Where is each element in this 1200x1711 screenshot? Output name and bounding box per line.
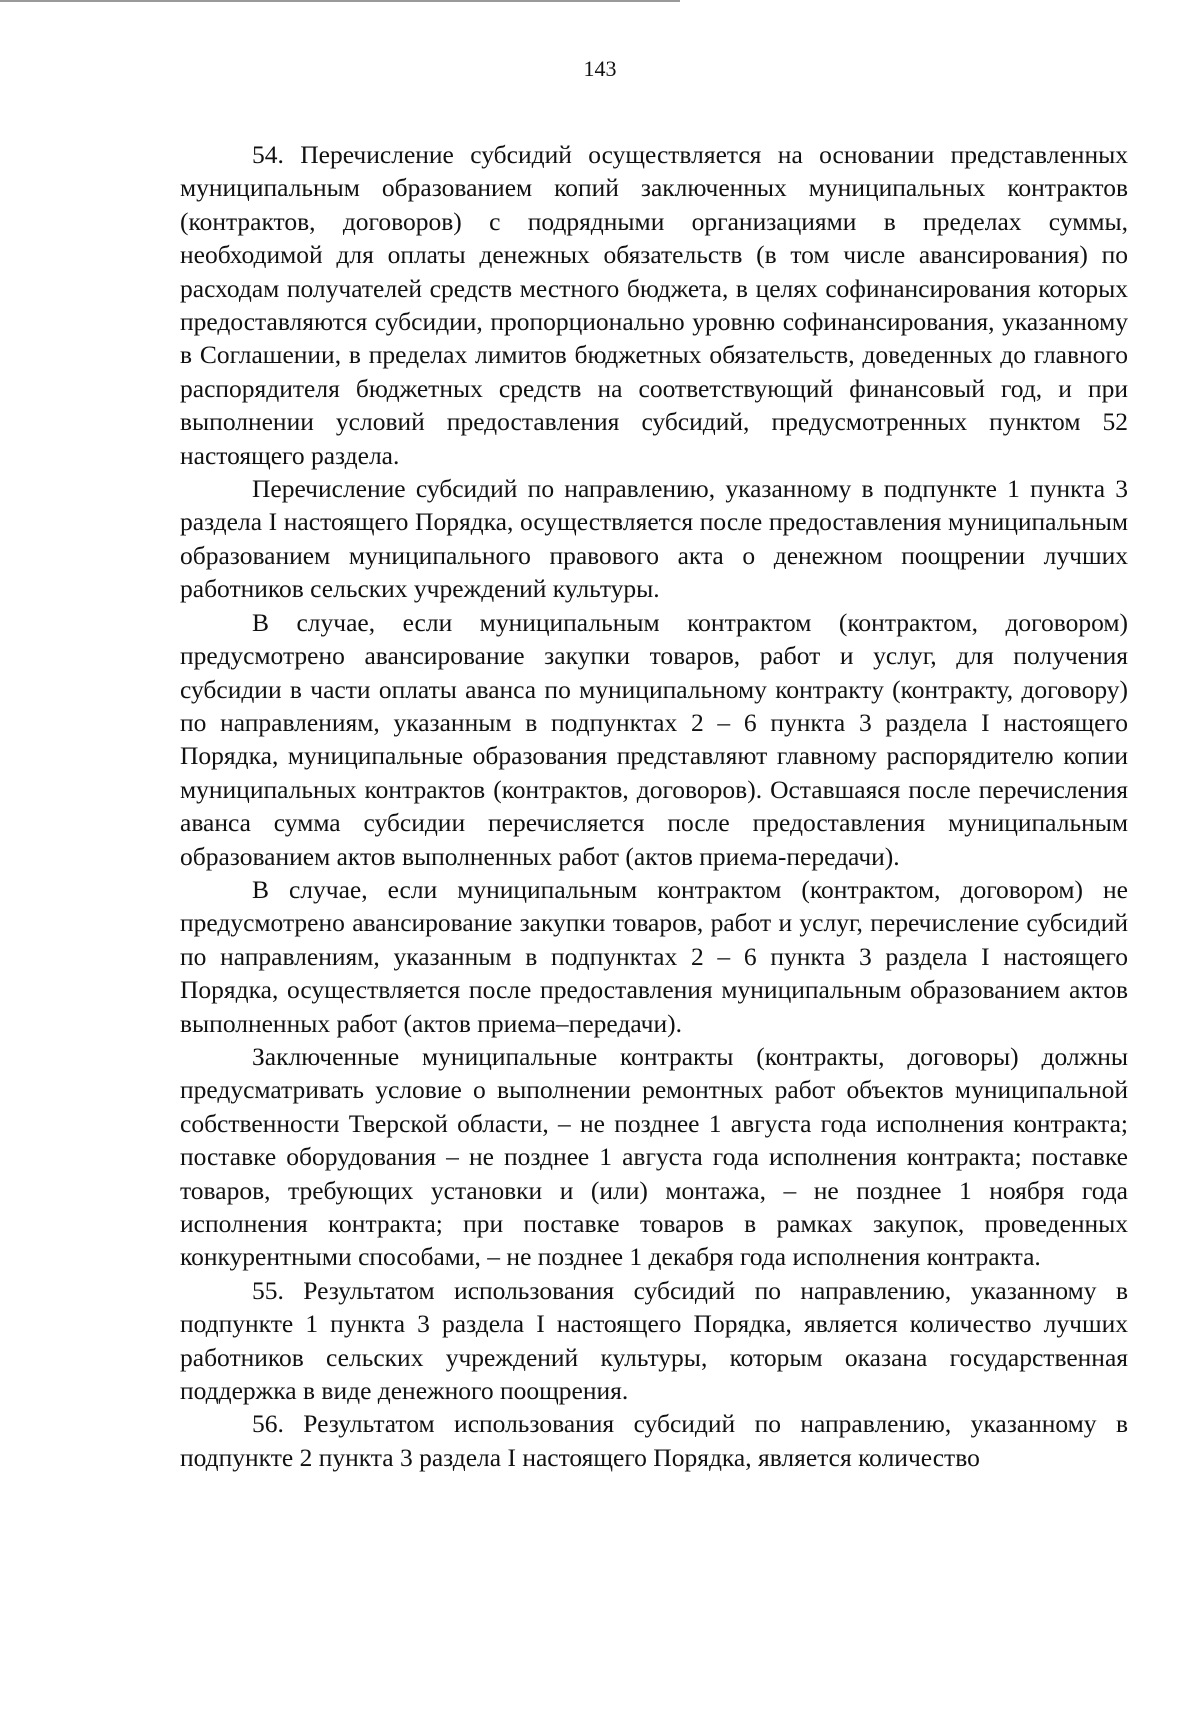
paragraph-no-advance-payment: В случае, если муниципальным контрактом (контрактом, договором) не предусмотрено авансирование закупки товаров, работ и услуг, перечисление субсидий по направлениям, указанным в подпунктах 2 – 6 пункта 3 раздела I настоящего Порядка, осуществляется после предоставления муниципальным образованием актов выполненных работ (актов приема–передачи). [180,874,1128,1038]
paragraph-contract-terms: Заключенные муниципальные контракты (контракты, договоры) должны предусматривать условие о выполнении ремонтных работ объектов муниципальной собственности Тверской области, – не позднее 1 августа года исполнения контракта; поставке оборудования – не позднее 1 августа года исполнения контракта; поставке товаров, требующих установки и (или) монтажа, – не позднее 1 ноября года исполнения контракта; при поставке товаров в рамках закупок, проведенных конкурентными способами, – не позднее 1 декабря года исполнения контракта. [180,1041,1128,1272]
page-number: 143 [583,56,617,81]
paragraph-advance-payment: В случае, если муниципальным контрактом (контрактом, договором) предусмотрено авансирование закупки товаров, работ и услуг, для получения субсидии в части оплаты аванса по муниципальному контракту (контракту, договору) по направлениям, указанным в подпунктах 2 – 6 пункта 3 раздела I настоящего Порядка, муниципальные образования представляют главному распорядителю копии муниципальных контрактов (контрактов, договоров). Оставшаяся после перечисления аванса сумма субсидии перечисляется после предоставления муниципальным образованием актов выполненных работ (актов приема-передачи). [180,607,1128,871]
paragraph-55: 55. Результатом использования субсидий по направлению, указанному в подпункте 1 пункта 3 раздела I настоящего Порядка, является количество лучших работников сельских учреждений культуры, которым оказана государственная поддержка в виде денежного поощрения. [180,1275,1128,1406]
paragraph-56: 56. Результатом использования субсидий по направлению, указанному в подпункте 2 пункта 3 раздела I настоящего Порядка, является количество [180,1409,1128,1472]
scan-edge-line [0,0,680,2]
paragraph-54: 54. Перечисление субсидий осуществляется на основании представленных муниципальным образованием копий заключенных муниципальных контрактов (контрактов, договоров) с подрядными организациями в пределах суммы, необходимой для оплаты денежных обязательств (в том числе авансирования) по расходам получателей средств местного бюджета, в целях софинансирования которых предоставляются субсидии, пропорционально уровню софинансирования, указанному в Соглашении, в пределах лимитов бюджетных обязательств, доведенных до главного распорядителя бюджетных средств на соответствующий финансовый год, и при выполнении условий предоставления субсидий, предусмотренных пунктом 52 настоящего раздела. [180,140,1128,470]
document-body [180,138,1128,1474]
paragraph-transfer-direction-1: Перечисление субсидий по направлению, указанному в подпункте 1 пункта 3 раздела I настоящего Порядка, осуществляется после предоставления муниципальным образованием муниципального правового акта о денежном поощрении лучших работников сельских учреждений культуры. [180,474,1128,604]
